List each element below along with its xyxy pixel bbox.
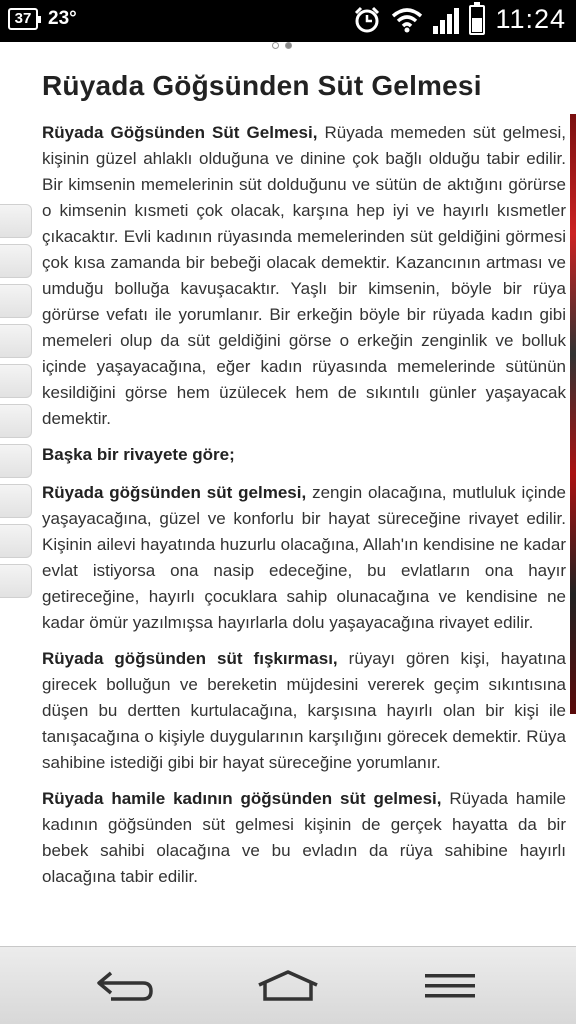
article bbox=[42, 70, 566, 900]
paragraph-lead: Rüyada hamile kadının göğsünden süt gelmesi, bbox=[42, 789, 442, 808]
side-menu-rail bbox=[0, 42, 34, 946]
side-menu-tab[interactable] bbox=[0, 564, 32, 598]
status-bar bbox=[0, 0, 576, 42]
paragraph-lead: Rüyada göğsünden süt gelmesi, bbox=[42, 483, 307, 502]
home-button[interactable] bbox=[248, 961, 328, 1011]
article-paragraph bbox=[42, 786, 566, 890]
side-menu-tab[interactable] bbox=[0, 444, 32, 478]
side-menu-tab[interactable] bbox=[0, 524, 32, 558]
signal-strength-icon bbox=[433, 6, 459, 34]
back-button[interactable] bbox=[86, 961, 166, 1011]
side-menu-tab[interactable] bbox=[0, 244, 32, 278]
home-icon bbox=[255, 969, 321, 1003]
wifi-icon bbox=[391, 7, 423, 33]
paragraph-text: zengin olacağına, mutluluk içinde yaşayacağına, güzel ve konforlu bir hayat süreceğine rivayet edilir. Kişinin ailevi hayatında huzurlu olacağına, Allah'ın kendisine ne kadar evlat istiyorsa ona nasip edeceğine, bu evlatların ona hayır getireceğine, hayırlı çocuklara sahip olunacağına ve kendisine ne kadar ömür yazılmışsa hayırlarla dolu yaşayacağına rivayet edilir. bbox=[42, 483, 566, 632]
web-page[interactable] bbox=[0, 42, 576, 946]
menu-icon bbox=[423, 971, 477, 1001]
navigation-bar bbox=[0, 946, 576, 1024]
paragraph-lead: Rüyada göğsünden süt fışkırması, bbox=[42, 649, 338, 668]
side-menu-tab[interactable] bbox=[0, 484, 32, 518]
temperature: 23° bbox=[48, 8, 77, 29]
paragraph-text: Rüyada memeden süt gelmesi, kişinin güzel ahlaklı olduğuna ve dinine çok bağlı olduğu tabir edilir. Bir kimsenin memelerinin süt dolduğunu ve sütün de aktığını görürse o kimsenin kısmeti çok olacak, karşına hep iyi ve hayırlı kısmetler çıkacaktır. Evli kadının rüyasında memelerinden süt geldiğini görmesi çok kısa zamanda bir bebeği olacak demektir. Kazancının artması ve umduğu bolluğa kavuşacaktır. Yaşlı bir kimsenin, böyle bir rüya görürse vefatı ile yorumlanır. Bir erkeğin böyle bir rüyada kadın gibi memeleri olup da süt geldiğini görse o erkeğin zenginlik ve bolluk içinde yaşayacağına, eğer kadın rüyasında memelerinde sütünün kesildiğini görse hem üzülecek hem de sıkıntılı günler yaşayacak demektir. bbox=[42, 123, 567, 428]
paragraph-text: rüyayı gören kişi, hayatına girecek bolluğun ve bereketin müjdesini vererek geçim sıkıntısına düşen bu dertten kurtulacağına, karşısına hayırlı olan bir kişi ile tanışacağına o kişiyle duygularının karşılığını görecek demektir. Rüya sahibine istediği gibi bir hayat süreceğine yorumlanır. bbox=[42, 649, 567, 772]
page-dot-active bbox=[285, 42, 292, 49]
clock-time: 11:24 bbox=[495, 4, 566, 34]
article-paragraph bbox=[42, 480, 566, 636]
battery-percent: 37 bbox=[14, 10, 32, 27]
alarm-clock-icon bbox=[353, 6, 381, 34]
paragraph-text: Rüyada hamile kadının göğsünden süt gelmesi kişinin de gerçek hayatta da bir bebek sahibi olacağına ve bu evladın da rüya sahibine hayırlı olacağına tabir edilir. bbox=[42, 789, 566, 886]
battery-icon bbox=[469, 5, 485, 35]
battery-indicator-icon bbox=[8, 8, 38, 30]
side-menu-tab[interactable] bbox=[0, 284, 32, 318]
page-dot bbox=[272, 42, 279, 49]
page-indicator bbox=[272, 42, 292, 49]
side-menu-tab[interactable] bbox=[0, 404, 32, 438]
menu-button[interactable] bbox=[410, 961, 490, 1011]
article-title: Rüyada Göğsünden Süt Gelmesi bbox=[42, 70, 482, 101]
side-menu-tab[interactable] bbox=[0, 324, 32, 358]
sidebar-banner-edge bbox=[570, 114, 576, 714]
article-paragraph bbox=[42, 120, 566, 432]
paragraph-lead: Rüyada Göğsünden Süt Gelmesi, bbox=[42, 123, 318, 142]
side-menu-tab[interactable] bbox=[0, 364, 32, 398]
side-menu-tab[interactable] bbox=[0, 204, 32, 238]
article-subheading: Başka bir rivayete göre; bbox=[42, 445, 235, 464]
back-arrow-icon bbox=[95, 969, 157, 1003]
article-paragraph bbox=[42, 646, 566, 776]
